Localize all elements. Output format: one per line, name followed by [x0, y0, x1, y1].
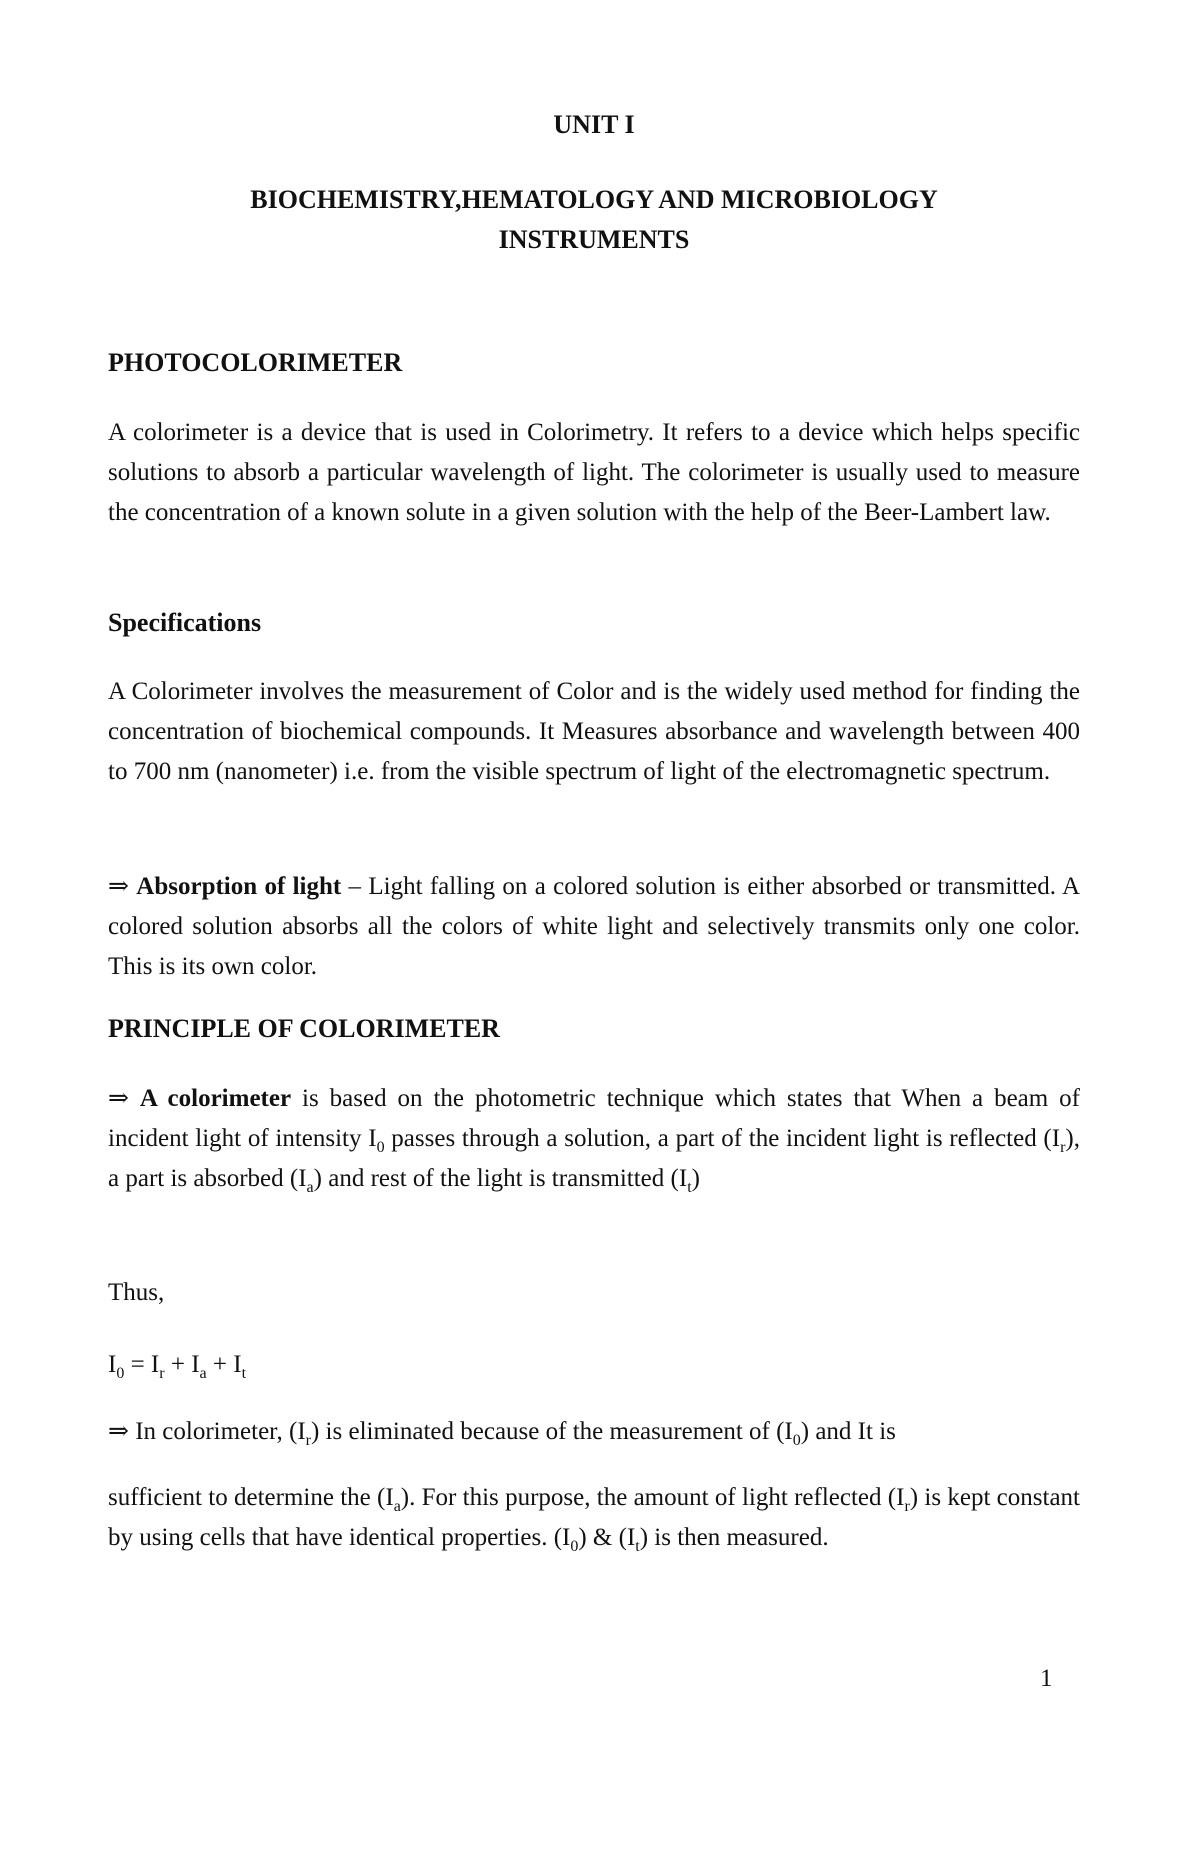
elim-text-a: In colorimeter, (I: [128, 1418, 306, 1445]
subscript-a: a: [306, 1179, 314, 1196]
eq-sub-t: t: [241, 1365, 247, 1382]
page-number: 1: [1040, 1665, 1053, 1692]
principle-text-b: passes through a solution, a part of the incident light is reflected (I: [384, 1125, 1061, 1152]
principle-text-c: ), a part is absorbed (I: [108, 1125, 1080, 1192]
elim-sub-0: 0: [792, 1432, 801, 1449]
suff-sub-t: t: [635, 1538, 640, 1555]
absorption-term: Absorption of light: [136, 873, 342, 900]
unit-heading: UNIT I: [553, 110, 635, 139]
principle-text-e: ): [691, 1165, 700, 1192]
suff-text-b: ). For this purpose, the amount of light reflected (I: [400, 1484, 905, 1511]
section-heading-principle: PRINCIPLE OF COLORIMETER: [108, 1014, 500, 1043]
section-heading-photocolorimeter: PHOTOCOLORIMETER: [108, 348, 403, 377]
paragraph-specifications: A Colorimeter involves the measurement of Color and is the widely used method for finding the concentration of biochemical compounds. It Measures absorbance and wavelength between 400 to 700 nm (nanometer) i.e. from the visible spectrum of light of the electromagnetic spectrum.: [108, 678, 1080, 785]
document-title-line-1: BIOCHEMISTRY,HEMATOLOGY AND MICROBIOLOGY: [250, 185, 938, 214]
section-heading-specifications: Specifications: [108, 608, 262, 637]
paragraph-principle: [108, 1079, 1080, 1199]
paragraph-absorption-of-light: [108, 867, 1080, 987]
principle-text-d: ) and rest of the light is transmitted (I: [313, 1165, 688, 1192]
principle-text-a: is based on the photometric technique which states that When a beam of incident light of intensity I: [108, 1085, 1080, 1152]
elim-text-b: ) is eliminated because of the measurement of (I: [310, 1418, 793, 1445]
colorimeter-term: A colorimeter: [139, 1085, 292, 1112]
eq-sub-0: 0: [116, 1365, 125, 1382]
suff-text-a: sufficient to determine the (I: [108, 1484, 394, 1511]
suff-text-e: ) is then measured.: [639, 1524, 829, 1551]
suff-sub-0: 0: [570, 1538, 579, 1555]
eq-i0: I: [108, 1351, 117, 1378]
equation: [108, 1345, 1080, 1385]
document-title: [108, 180, 1080, 260]
thus-text: Thus,: [108, 1279, 165, 1306]
subscript-zero: 0: [376, 1139, 385, 1156]
paragraph-elimination: [108, 1412, 1080, 1452]
eq-ir: = I: [124, 1351, 160, 1378]
eq-sub-a: a: [199, 1365, 207, 1382]
absorption-text: – Light falling on a colored solution is either absorbed or transmitted. A colored solution absorbs all the colors of white light and selectively transmits only one color. This is its own color.: [108, 873, 1081, 980]
paragraph-colorimeter-definition: A colorimeter is a device that is used in Colorimetry. It refers to a device which helps specific solutions to absorb a particular wavelength of light. The colorimeter is usually used to measure the concentration of a known solute in a given solution with the help of the Beer-Lambert law.: [108, 419, 1080, 526]
subscript-t: t: [687, 1179, 692, 1196]
arrow-icon: ⇒: [108, 1085, 129, 1112]
suff-sub-r: r: [904, 1498, 910, 1515]
eq-sub-r: r: [159, 1365, 165, 1382]
suff-text-c: ) is kept constant by using cells that have identical properties. (I: [108, 1484, 1080, 1551]
elim-text-c: ) and It is: [800, 1418, 896, 1445]
document-title-line-2: INSTRUMENTS: [498, 225, 690, 254]
eq-it: + I: [206, 1351, 242, 1378]
eq-ia: + I: [164, 1351, 200, 1378]
elim-sub-r: r: [305, 1432, 311, 1449]
suff-text-d: ) & (I: [578, 1524, 636, 1551]
suff-sub-a: a: [393, 1498, 401, 1515]
paragraph-sufficient: [108, 1478, 1080, 1558]
arrow-icon: ⇒: [108, 1418, 129, 1445]
subscript-r: r: [1060, 1139, 1066, 1156]
arrow-icon: ⇒: [108, 873, 129, 900]
